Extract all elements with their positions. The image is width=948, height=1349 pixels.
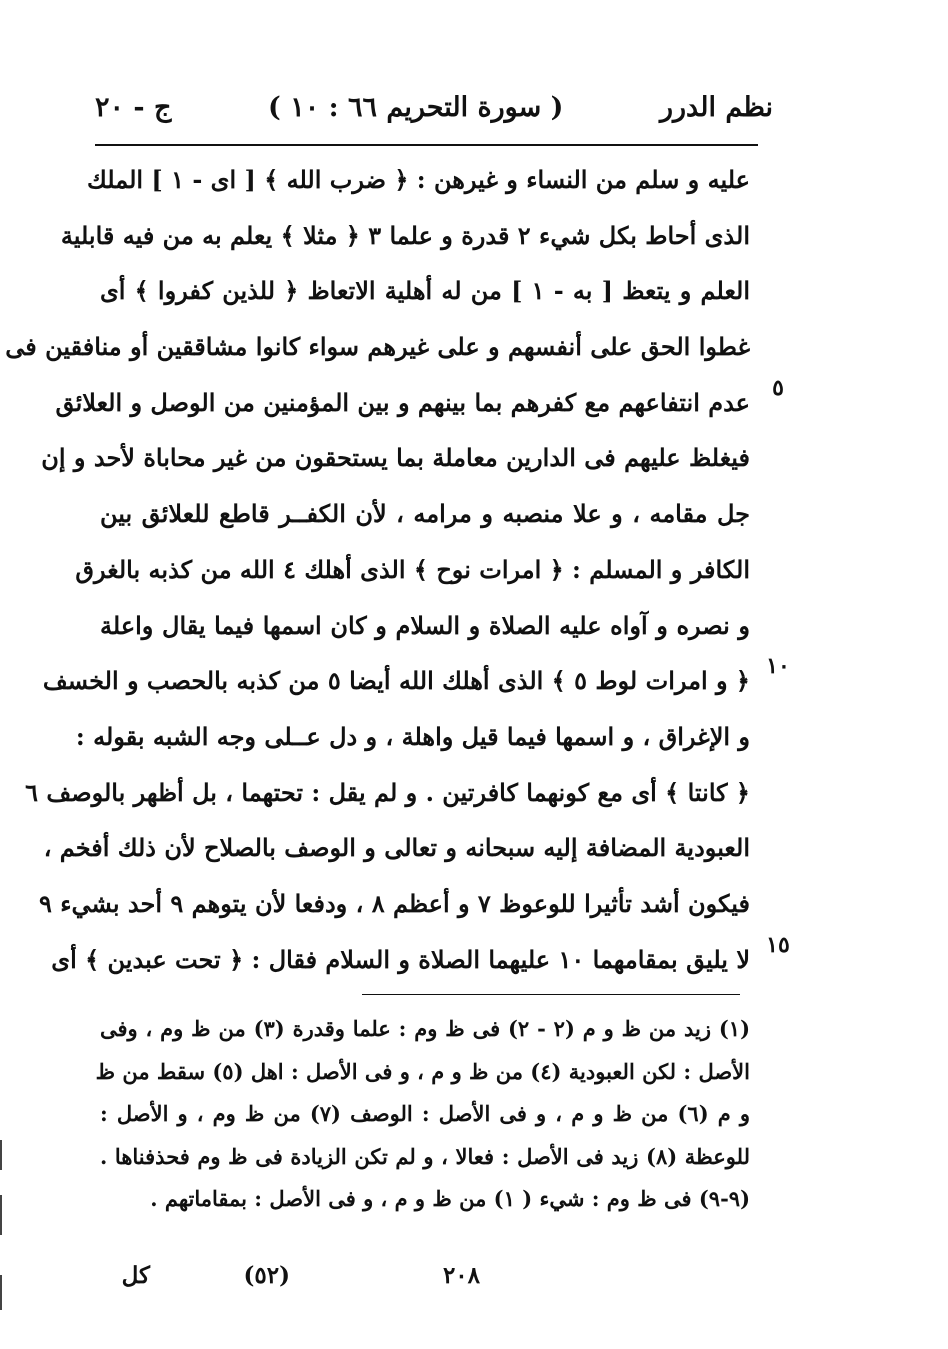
footnote-line: الأصل : لكن العبودية (٤) من ظ و م ، و فى الأصل : اهل (٥) سقط من ظ [95,1058,750,1084]
footnotes [95,1008,751,1221]
text-line: فيكون أشد تأثيرا للوعوظ ٧ و أعظم ٨ ، ودفعا لأن يتوهم ٩ أحد بشيء ٩ [38,888,750,918]
text-line: العلم و يتعظ [ به - ١ ] من له أهلية الاتعاظ ﴿ للذين كفروا ﴾ أى [100,276,751,306]
text-line: العبودية المضافة إليه سبحانه و تعالى و الوصف بالصلاح لأن ذلك أفخم ، [43,833,750,863]
text-line: عليه و سلم من النساء و غيرهن : ﴿ ضرب الله ﴾ [ اى - ١ ] الملك [87,165,750,194]
surah-reference: ( سورة التحريم ٦٦ : ١٠ ) [268,91,564,123]
footnote-line: و م (٦) من ظ و م ، و فى الأصل : الوصف (٧) من ظ وم ، و الأصل : [100,1101,750,1126]
text-line: ﴿ و امرات لوط ٥ ﴾ الذى أهلك الله أيضا ٥ من كذبه بالحصب و الخسف [42,666,750,696]
text-line: و نصره و آواه عليه الصلاة و السلام و كان اسمها فيما يقال واعلة [100,610,750,640]
page-footer [100,1262,490,1302]
part-number: ج - ٢٠ [95,91,172,123]
book-title: نظم الدرر [659,91,773,123]
footnote-rule [362,994,740,995]
footnote-line: للوعظة (٨) زيد فى الأصل : فعالا ، و لم تكن الزيادة فى ظ وم فحذفناها . [100,1143,750,1169]
page-number: ٢٠٨ [442,1262,480,1289]
footnote-line: (١) زيد من ظ و م (٢ - ٢) فى ظ وم : علما وقدرة (٣) من ظ وم ، وفى [100,1016,751,1041]
header-rule [95,144,758,146]
text-line: فيغلظ عليهم فى الدارين معاملة بما يستحقون من غير محاباة لأحد و إن [41,443,750,473]
text-line: و الإغراق ، و اسمها فيما قيل واهلة ، و دل عــلى وجه الشبه بقوله : [75,721,750,751]
margin-mark [0,1195,2,1235]
running-header [95,82,773,132]
text-line: ﴿ كانتا ﴾ أى مع كونهما كافرتين . و لم يقل : تحتهما ، بل أظهر بالوصف ٦ [25,777,750,807]
footnote-line: (٩-٩) فى ظ وم : شيء ( ١) من ظ و م ، و فى الأصل : بمقاماتهم . [150,1186,750,1211]
text-line: الكافر و المسلم : ﴿ امرات نوح ﴾ الذى أهلك ٤ الله من كذبه بالغرق [75,554,750,584]
text-line: الذى أحاط بكل شيء ٢ قدرة و علما ٣ ﴿ مثلا ﴾ يعلم به من فيه قابلية [60,220,750,250]
catchword: كل [121,1262,150,1289]
line-number: ٥ [772,374,784,401]
text-line: عدم انتفاعهم مع كفرهم بما بينهم و بين المؤمنين من الوصل و العلائق [55,387,750,417]
line-number: ١٠ [766,653,790,680]
margin-mark [0,1275,2,1310]
sheet-number: (٥٢) [243,1262,290,1289]
body-text [5,152,751,987]
text-line: جل مقامه ، و علا منصبه و مرامه ، لأن الكفــر قاطع للعلائق بين [100,499,750,529]
line-number: ١٥ [766,931,790,958]
text-line: لا يليق بمقامهما ١٠ عليهما الصلاة و السلام فقال : ﴿ تحت عبدين ﴾ أى [51,944,750,974]
margin-mark [0,1140,2,1170]
text-line: غطوا الحق على أنفسهم و على غيرهم سواء كانوا مشاققين أو منافقين فى [5,332,750,362]
